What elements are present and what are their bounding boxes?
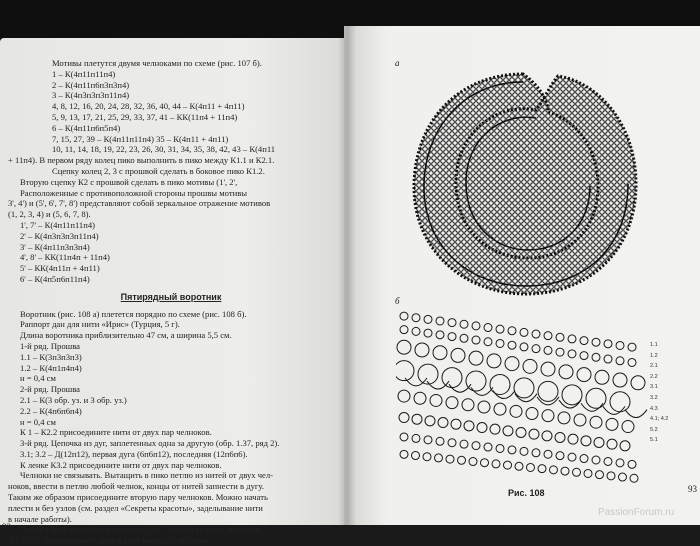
- scheme-ring: [532, 449, 540, 457]
- scheme-ring: [397, 340, 411, 354]
- scheme-ring: [490, 424, 500, 434]
- scheme-ring: [607, 439, 617, 449]
- scheme-ring: [464, 421, 474, 431]
- scheme-row-label: 5.2: [650, 426, 658, 433]
- text-line: Раппорт дан для нити «Ирис» (Турция, 5 г).: [20, 319, 180, 330]
- scheme-ring: [462, 399, 474, 411]
- scheme-ring: [515, 462, 523, 470]
- figure-label-b: б: [395, 296, 400, 306]
- scheme-ring: [544, 450, 552, 458]
- scheme-row-label: 2.1: [650, 363, 658, 370]
- text-line: Воротник (рис. 108 а) плетется порядно по схеме (рис. 108 б).: [20, 308, 247, 319]
- scheme-ring: [556, 348, 564, 356]
- scheme-ring: [577, 368, 591, 382]
- scheme-ring: [542, 431, 552, 441]
- collar-instructions: [8, 309, 334, 546]
- watermark: PassionForum.ru: [598, 507, 675, 518]
- scheme-ring: [628, 343, 636, 351]
- scheme-ring: [508, 327, 516, 335]
- scheme-ring: [516, 428, 526, 438]
- scheme-ring: [469, 351, 483, 365]
- scheme-ring: [460, 334, 468, 342]
- text-line: 4', 8' – КК(11п4п + 11п4): [20, 252, 110, 263]
- scheme-ring: [412, 434, 420, 442]
- scheme-ring: [451, 419, 461, 429]
- scheme-ring: [436, 437, 444, 445]
- scheme-ring: [556, 452, 564, 460]
- scheme-arc: [449, 384, 471, 392]
- scheme-row-label: 1.1: [650, 342, 658, 348]
- scheme-row-label: 3.1: [650, 384, 658, 391]
- scheme-ring: [412, 414, 422, 424]
- scheme-ring: [448, 319, 456, 327]
- scheme-ring: [398, 390, 410, 402]
- scheme-ring: [616, 357, 624, 365]
- scheme-ring: [574, 414, 586, 426]
- collar-photo-figure: [398, 62, 648, 302]
- scheme-ring: [544, 346, 552, 354]
- scheme-arc: [405, 378, 427, 386]
- scheme-row-label: 1.2: [650, 352, 658, 359]
- text-line: 10, 11, 14, 18, 19, 22, 23, 26, 30, 31, 34, 35, 38, 42, 43 – К(4п11: [52, 144, 276, 155]
- scheme-ring: [628, 358, 636, 366]
- text-line: Мотивы плетутся двумя челноками по схеме (рис. 107 б).: [52, 58, 262, 68]
- text-line: + 11п4). В первом ряду колец пико выполнить в пико между К1.1 и К2.1.: [8, 155, 275, 166]
- scheme-ring: [532, 330, 540, 338]
- collar-scheme-figure: [396, 305, 652, 485]
- scheme-ring: [472, 336, 480, 344]
- scheme-ring: [484, 338, 492, 346]
- text-line: 2-й ряд. Прошва: [20, 384, 81, 395]
- scheme-ring: [580, 352, 588, 360]
- text-line: 1.2 – К(4п1п4п4): [20, 362, 82, 373]
- scheme-ring: [520, 447, 528, 455]
- scheme-ring: [556, 333, 564, 341]
- scheme-ring: [481, 459, 489, 467]
- scheme-ring: [442, 368, 462, 388]
- text-line: 1 – К(4п11п11п4): [52, 68, 116, 79]
- left-page-text: [8, 58, 334, 546]
- scheme-ring: [436, 317, 444, 325]
- scheme-ring: [616, 459, 624, 467]
- scheme-ring: [520, 343, 528, 351]
- scheme-ring: [418, 364, 438, 384]
- scheme-ring: [510, 405, 522, 417]
- scheme-ring: [460, 320, 468, 328]
- scheme-ring: [446, 397, 458, 409]
- scheme-ring: [573, 468, 581, 476]
- scheme-ring: [523, 359, 537, 373]
- scheme-ring: [520, 328, 528, 336]
- scheme-ring: [472, 442, 480, 450]
- scheme-ring: [568, 350, 576, 358]
- scheme-ring: [477, 423, 487, 433]
- page-number-right: 93: [688, 484, 697, 494]
- scheme-ring: [558, 412, 570, 424]
- scheme-ring: [595, 370, 609, 384]
- scheme-ring: [399, 413, 409, 423]
- text-line: Д3.2(12). Присоедините дуги к ряду колец 2.2 по схеме.: [8, 535, 213, 546]
- scheme-ring: [514, 378, 534, 398]
- scheme-ring: [568, 434, 578, 444]
- scheme-ring: [496, 325, 504, 333]
- text-line: 1-й ряд. Прошва: [20, 340, 81, 351]
- scheme-ring: [559, 365, 573, 379]
- scheme-ring: [544, 332, 552, 340]
- scheme-ring: [607, 472, 615, 480]
- scheme-ring: [592, 456, 600, 464]
- scheme-ring: [584, 469, 592, 477]
- text-line: 3-й ряд. Цепочка из дуг, заплетенных одна за другую (обр. 1.37, ряд 2).: [20, 438, 280, 449]
- scheme-arc: [427, 381, 449, 389]
- text-line: н = 0,4 см: [20, 373, 56, 384]
- scheme-ring: [490, 374, 510, 394]
- scheme-ring: [616, 341, 624, 349]
- scheme-ring: [590, 416, 602, 428]
- scheme-ring: [503, 426, 513, 436]
- scheme-row-label: 4.1; 4.2: [650, 416, 669, 423]
- scheme-ring: [613, 373, 627, 387]
- scheme-ring: [596, 471, 604, 479]
- section-heading: Пятирядный воротник: [120, 291, 222, 302]
- scheme-ring: [451, 348, 465, 362]
- scheme-row-label: 4.3: [650, 405, 658, 412]
- scheme-ring: [604, 340, 612, 348]
- text-line: Челноки не связывать. Вытащить в пико петлю из нитей от двух чел-: [20, 470, 273, 481]
- scheme-ring: [424, 436, 432, 444]
- scheme-ring: [604, 355, 612, 363]
- scheme-ring: [581, 436, 591, 446]
- scheme-ring: [594, 437, 604, 447]
- scheme-ring: [425, 416, 435, 426]
- scheme-ring: [628, 460, 636, 468]
- text-line: 6' – К(4п5п6п11п4): [20, 273, 90, 284]
- scheme-ring: [400, 450, 408, 458]
- scheme-ring: [592, 338, 600, 346]
- scheme-ring: [630, 474, 638, 482]
- scheme-ring: [433, 346, 447, 360]
- scheme-ring: [619, 473, 627, 481]
- scheme-ring: [460, 440, 468, 448]
- scheme-ring: [580, 455, 588, 463]
- text-line: 7, 15, 27, 39 – К(4п11п11п4) 35 – К(4п11 + 4п11): [52, 133, 229, 144]
- scheme-ring: [423, 453, 431, 461]
- scheme-ring: [400, 326, 408, 334]
- scheme-ring: [496, 339, 504, 347]
- text-line: 3 – К(4п3п3п3п11п4): [52, 90, 130, 101]
- text-line: Сцепку колец 2, 3 с прошвой сделать в боковое пико К1.2.: [52, 165, 265, 176]
- scheme-ring: [492, 460, 500, 468]
- scheme-ring: [415, 343, 429, 357]
- page-number-left: 92: [2, 522, 11, 532]
- text-line: 3' – К(4п11п3п3п4): [20, 241, 90, 252]
- text-line: 2' – К(4п3п3п3п11п4): [20, 230, 99, 241]
- scheme-ring: [448, 333, 456, 341]
- scheme-ring: [620, 441, 630, 451]
- scheme-ring: [466, 371, 486, 391]
- text-line: 2.1 – К(3 обр. уз. и 3 обр. уз.): [20, 394, 127, 405]
- scheme-ring: [424, 329, 432, 337]
- scheme-row-labels: [650, 340, 668, 446]
- scheme-ring: [396, 361, 414, 381]
- text-line: Таким же образом присоедините вторую пару челноков. Можно начать: [8, 492, 268, 503]
- text-line: Одной парой челноков выполнить Д3.1, другой сплести половину: [20, 524, 262, 535]
- text-line: К 1 – К2.2 присоедините нити от двух пар челноков.: [20, 427, 212, 438]
- scheme-ring: [400, 433, 408, 441]
- scheme-ring: [430, 394, 442, 406]
- scheme-arc: [559, 400, 581, 408]
- text-line: 6 – К(4п11п6п5п4): [52, 122, 121, 133]
- scheme-ring: [561, 467, 569, 475]
- scheme-ring: [414, 392, 426, 404]
- scheme-ring: [472, 322, 480, 330]
- scheme-arc: [493, 391, 515, 399]
- scheme-ring: [604, 457, 612, 465]
- text-line: н = 0,4 см: [20, 416, 56, 427]
- scheme-ring: [496, 444, 504, 452]
- text-line: Длина воротника приблизительно 47 см, а ширина 5,5 см.: [20, 330, 232, 341]
- scheme-ring: [606, 418, 618, 430]
- scheme-ring: [412, 314, 420, 322]
- scheme-ring: [550, 466, 558, 474]
- scheme-ring: [508, 446, 516, 454]
- scheme-ring: [580, 337, 588, 345]
- scheme-ring: [527, 463, 535, 471]
- scheme-ring: [469, 458, 477, 466]
- figure-caption: Рис. 108: [508, 488, 545, 498]
- scheme-ring: [586, 388, 606, 408]
- scheme-row-label: 5.1: [650, 437, 658, 444]
- figure-label-a: а: [395, 58, 400, 68]
- scheme-ring: [568, 335, 576, 343]
- scheme-ring: [448, 439, 456, 447]
- text-line: 1.1 – К(3п3п3п3): [20, 351, 82, 362]
- text-line: 5' – КК(4п11п + 4п11): [20, 263, 100, 274]
- scheme-ring: [555, 432, 565, 442]
- scheme-ring: [538, 465, 546, 473]
- scheme-ring: [424, 315, 432, 323]
- scheme-ring: [541, 362, 555, 376]
- scheme-arc: [603, 406, 625, 414]
- scheme-ring: [592, 353, 600, 361]
- scheme-ring: [446, 455, 454, 463]
- text-line: 2.2 – К(4п6п6п4): [20, 405, 82, 416]
- text-line: плести и без узлов (см. раздел «Секреты красоты», заделывание нити: [8, 502, 263, 513]
- motif-instructions: [8, 58, 334, 285]
- scheme-ring: [568, 453, 576, 461]
- scheme-ring: [529, 429, 539, 439]
- book-gutter: [338, 26, 356, 525]
- scheme-ring: [484, 324, 492, 332]
- text-line: (1, 2, 3, 4) и (5, 6, 7, 8).: [8, 209, 91, 220]
- scheme-ring: [458, 456, 466, 464]
- text-line: ноков, ввести в петлю любой челнок, концы от нитей запнести в дугу.: [8, 481, 265, 492]
- scheme-ring: [562, 385, 582, 405]
- scheme-ring: [438, 418, 448, 428]
- text-line: К ленке К3.2 присоедините нити от двух пар челноков.: [20, 459, 222, 470]
- scheme-ring: [412, 327, 420, 335]
- text-line: 3', 4') и (5', 6', 7', 8') представляют собой зеркальное отражение мотивов: [8, 198, 271, 209]
- scheme-ring: [622, 421, 634, 433]
- text-line: Расположенные с противоположной стороны прошвы мотивы: [20, 187, 248, 198]
- scheme-ring: [532, 345, 540, 353]
- scheme-row-label: 3.2: [650, 394, 658, 401]
- scheme-ring: [435, 454, 443, 462]
- scheme-ring: [412, 452, 420, 460]
- scheme-arc: [625, 410, 647, 418]
- scheme-ring: [487, 354, 501, 368]
- text-line: 5, 9, 13, 17, 21, 25, 29, 33, 37, 41 – КК(11п4 + 11п4): [52, 111, 238, 122]
- scheme-ring: [508, 341, 516, 349]
- scheme-ring: [526, 407, 538, 419]
- scheme-ring: [631, 376, 645, 390]
- text-line: Вторую сцепку К2 с прошвой сделать в пико мотивы (1', 2',: [20, 176, 238, 187]
- scheme-ring: [478, 401, 490, 413]
- scheme-row-label: 2.2: [650, 373, 658, 380]
- scheme-ring: [538, 381, 558, 401]
- text-line: 4, 8, 12, 16, 20, 24, 28, 32, 36, 40, 44 – К(4п11 + 4п11): [52, 101, 245, 112]
- scheme-ring: [504, 461, 512, 469]
- scheme-ring: [505, 357, 519, 371]
- text-line: 1', 7' – К(4п11п11п4): [20, 219, 95, 230]
- text-line: 3.1; 3.2 – Д(12п12), первая дуга (6п6п12), последняя (12п6п6).: [20, 448, 248, 459]
- scheme-ring: [610, 392, 630, 412]
- scheme-ring: [436, 331, 444, 339]
- scheme-ring: [400, 312, 408, 320]
- text-line: в начале работы).: [8, 513, 72, 524]
- scheme-ring: [542, 410, 554, 422]
- left-page: [0, 38, 352, 546]
- scheme-ring: [484, 443, 492, 451]
- text-line: 2 – К(4п11п6п3п3п4): [52, 79, 130, 90]
- scheme-ring: [494, 403, 506, 415]
